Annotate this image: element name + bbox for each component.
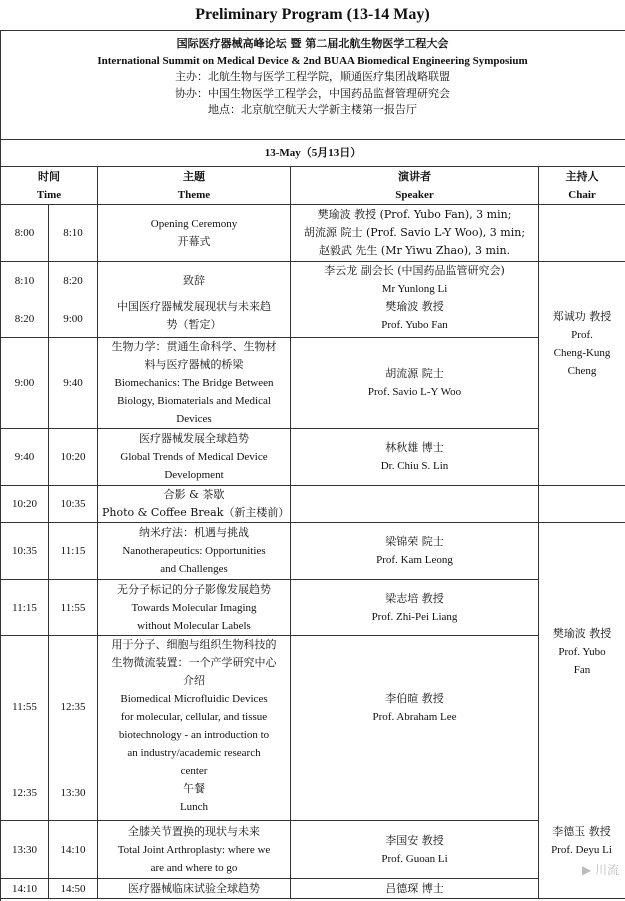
start-time: 8:00 (1, 205, 49, 262)
start-time: 9:40 (1, 429, 49, 486)
end-time: 14:50 (49, 879, 98, 899)
theme-cell: 全膝关节置换的现状与未来 Total Joint Arthroplasty: where we are and where to go (98, 821, 291, 879)
table-row (1, 636, 625, 821)
header-title-en: International Summit on Medical Device & 2nd BUAA Biomedical Engineering Symposium (0, 53, 625, 70)
end-time: 11:15 (49, 523, 98, 580)
start-time-pair: 11:55 12:35 (1, 636, 49, 821)
theme-cell: 医疗器械发展全球趋势 Global Trends of Medical Device Development (98, 429, 291, 486)
table-row (1, 338, 625, 429)
chair-cell-empty (539, 205, 625, 262)
end-time: 10:35 (49, 486, 98, 523)
speaker-cell: 李云龙 副会长 (中国药品监管研究会) Mr Yunlong Li 樊瑜波 教授 Prof. Yubo Fan (291, 262, 539, 338)
start-time: 13:30 (1, 821, 49, 879)
table-row (1, 262, 625, 338)
header-venue: 地点：北京航空航天大学新主楼第一报告厅 (0, 102, 625, 119)
event-header (0, 36, 625, 119)
chair-cell-overlay: 李德玉 教授 Prof. Deyu Li (538, 823, 625, 859)
table-row (1, 486, 625, 523)
header-co-organizer: 协办：中国生物医学工程学会，中国药品监督管理研究会 (0, 86, 625, 103)
table-row (1, 429, 625, 486)
table-row (1, 580, 625, 636)
date-row: 13-May（5月13日） (1, 140, 625, 167)
end-time: 10:20 (49, 429, 98, 486)
column-header-chair: 主持人 Chair (539, 167, 625, 205)
speaker-cell: 李国安 教授 Prof. Guoan Li (291, 821, 539, 879)
theme-cell: 致辞 中国医疗器械发展现状与未来趋 势（暂定） (98, 262, 291, 338)
theme-cell: 医疗器械临床试验全球趋势 (98, 879, 291, 899)
speaker-cell: 胡流源 院士 Prof. Savio L-Y Woo (291, 338, 539, 429)
speaker-cell: 林秋雄 博士 Dr. Chiu S. Lin (291, 429, 539, 486)
table-row (1, 879, 625, 899)
end-time-pair: 12:35 13:30 (49, 636, 98, 821)
end-time: 14:10 (49, 821, 98, 879)
watermark-logo: ▶ 川流 (582, 861, 619, 878)
speaker-cell: 李伯暄 教授 Prof. Abraham Lee (291, 636, 539, 821)
theme-cell: 合影 & 茶歇 Photo & Coffee Break（新主楼前） (98, 486, 291, 523)
speaker-cell: 梁志培 教授 Prof. Zhi-Pei Liang (291, 580, 539, 636)
column-header-speaker: 演讲者 Speaker (291, 167, 539, 205)
chair-cell-empty (539, 486, 625, 523)
header-organizer: 主办：北航生物与医学工程学院，顺通医疗集团战略联盟 (0, 69, 625, 86)
chair-cell: 樊瑜波 教授 Prof. Yubo Fan (539, 523, 625, 899)
column-header-time: 时间 Time (1, 167, 98, 205)
end-time: 8:10 (49, 205, 98, 262)
theme-cell: 无分子标记的分子影像发展趋势 Towards Molecular Imaging without Molecular Labels (98, 580, 291, 636)
theme-cell: 用于分子、细胞与组织生物科技的 生物微流装置：一个产学研究中心 介绍 Biomedical Microfluidic Devices for molecular, cellular, and tissue biotechnology - an introduction to an industry/academic research center 午餐 Lunch (98, 636, 291, 821)
theme-cell: 纳米疗法：机遇与挑战 Nanotherapeutics: Opportunities and Challenges (98, 523, 291, 580)
speaker-cell: 梁锦荣 院士 Prof. Kam Leong (291, 523, 539, 580)
speaker-cell: 吕德琛 博士 (291, 879, 539, 899)
chair-cell: 郑诚功 教授 Prof. Cheng-Kung Cheng (539, 262, 625, 486)
table-row (1, 523, 625, 580)
table-row (1, 205, 625, 262)
speaker-cell-empty (291, 486, 539, 523)
table-row (1, 821, 625, 879)
end-time: 9:40 (49, 338, 98, 429)
start-time: 9:00 (1, 338, 49, 429)
page-title: Preliminary Program (13-14 May) (0, 6, 625, 24)
end-time: 11:55 (49, 580, 98, 636)
speaker-cell: 樊瑜波 教授 (Prof. Yubo Fan), 3 min; 胡流源 院士 (Prof. Savio L-Y Woo), 3 min; 赵毅武 先生 (Mr Yiwu Zhao), 3 min. (291, 205, 539, 262)
start-time: 10:20 (1, 486, 49, 523)
start-time: 11:15 (1, 580, 49, 636)
schedule-table (0, 139, 625, 899)
start-time-pair: 8:10 8:20 (1, 262, 49, 338)
start-time: 10:35 (1, 523, 49, 580)
header-title-cn: 国际医疗器械高峰论坛 暨 第二届北航生物医学工程大会 (0, 36, 625, 53)
theme-cell: Opening Ceremony 开幕式 (98, 205, 291, 262)
start-time: 14:10 (1, 879, 49, 899)
column-header-theme: 主题 Theme (98, 167, 291, 205)
end-time-pair: 8:20 9:00 (49, 262, 98, 338)
theme-cell: 生物力学：贯通生命科学、生物材 料与医疗器械的桥梁 Biomechanics: The Bridge Between Biology, Biomaterials and Medical Devices (98, 338, 291, 429)
